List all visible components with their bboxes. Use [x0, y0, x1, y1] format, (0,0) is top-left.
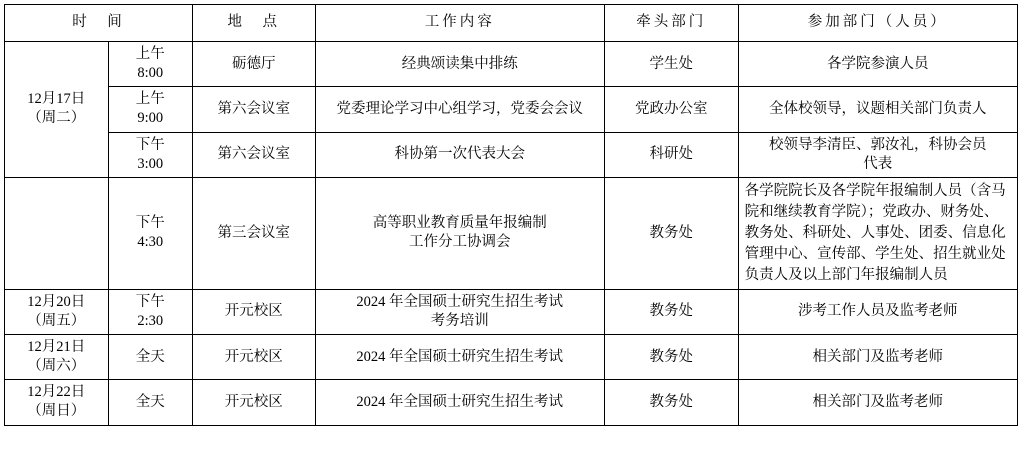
table-row [5, 289, 1018, 334]
cell-join: 校领导李清臣、郭汝礼，科协会员 代表 [738, 132, 1017, 177]
header-content: 工作内容 [315, 5, 604, 42]
cell-content: 经典颂读集中排练 [315, 42, 604, 87]
cell-content: 科协第一次代表大会 [315, 132, 604, 177]
table-row [5, 177, 1018, 289]
cell-date: 12月21日 （周六） [5, 335, 109, 380]
cell-lead: 科研处 [604, 132, 738, 177]
cell-join: 涉考工作人员及监考老师 [738, 289, 1017, 334]
table-row [5, 335, 1018, 380]
cell-join: 全体校领导，议题相关部门负责人 [738, 87, 1017, 132]
cell-content: 2024 年全国硕士研究生招生考试 [315, 380, 604, 425]
cell-lead: 教务处 [604, 177, 738, 289]
cell-time: 上午 9:00 [108, 87, 192, 132]
cell-content: 高等职业教育质量年报编制 工作分工协调会 [315, 177, 604, 289]
cell-time: 下午 3:00 [108, 132, 192, 177]
cell-date: 12月20日 （周五） [5, 289, 109, 334]
cell-content: 党委理论学习中心组学习，党委会会议 [315, 87, 604, 132]
cell-place: 砺德厅 [192, 42, 315, 87]
table-header [5, 5, 1018, 42]
cell-join: 各学院参演人员 [738, 42, 1017, 87]
cell-lead: 教务处 [604, 289, 738, 334]
cell-join: 各学院院长及各学院年报编制人员（含马院和继续教育学院）；党政办、财务处、教务处、科研处、人事处、团委、信息化管理中心、宣传部、学生处、招生就业处负责人及以上部门年报编制人员 [738, 177, 1017, 289]
cell-place: 开元校区 [192, 335, 315, 380]
header-lead: 牵头部门 [604, 5, 738, 42]
table-row [5, 87, 1018, 132]
header-join: 参加部门（人员） [738, 5, 1017, 42]
cell-time: 全天 [108, 380, 192, 425]
cell-content: 2024 年全国硕士研究生招生考试 考务培训 [315, 289, 604, 334]
cell-lead: 党政办公室 [604, 87, 738, 132]
table-row [5, 132, 1018, 177]
cell-place: 第六会议室 [192, 132, 315, 177]
table-row [5, 380, 1018, 425]
cell-lead: 学生处 [604, 42, 738, 87]
cell-time: 全天 [108, 335, 192, 380]
cell-time: 下午 4:30 [108, 177, 192, 289]
cell-place: 第三会议室 [192, 177, 315, 289]
cell-date: 12月22日 （周日） [5, 380, 109, 425]
cell-place: 开元校区 [192, 289, 315, 334]
table-body [5, 42, 1018, 426]
header-time: 时 间 [5, 5, 193, 42]
cell-date [5, 177, 109, 289]
cell-content: 2024 年全国硕士研究生招生考试 [315, 335, 604, 380]
cell-time: 下午 2:30 [108, 289, 192, 334]
cell-join: 相关部门及监考老师 [738, 335, 1017, 380]
cell-lead: 教务处 [604, 380, 738, 425]
cell-place: 第六会议室 [192, 87, 315, 132]
table-header-row [5, 5, 1018, 42]
cell-date: 12月17日 （周二） [5, 42, 109, 178]
header-place: 地 点 [192, 5, 315, 42]
table-row [5, 42, 1018, 87]
cell-time: 上午 8:00 [108, 42, 192, 87]
cell-lead: 教务处 [604, 335, 738, 380]
cell-place: 开元校区 [192, 380, 315, 425]
cell-join: 相关部门及监考老师 [738, 380, 1017, 425]
work-schedule-table [4, 4, 1018, 426]
